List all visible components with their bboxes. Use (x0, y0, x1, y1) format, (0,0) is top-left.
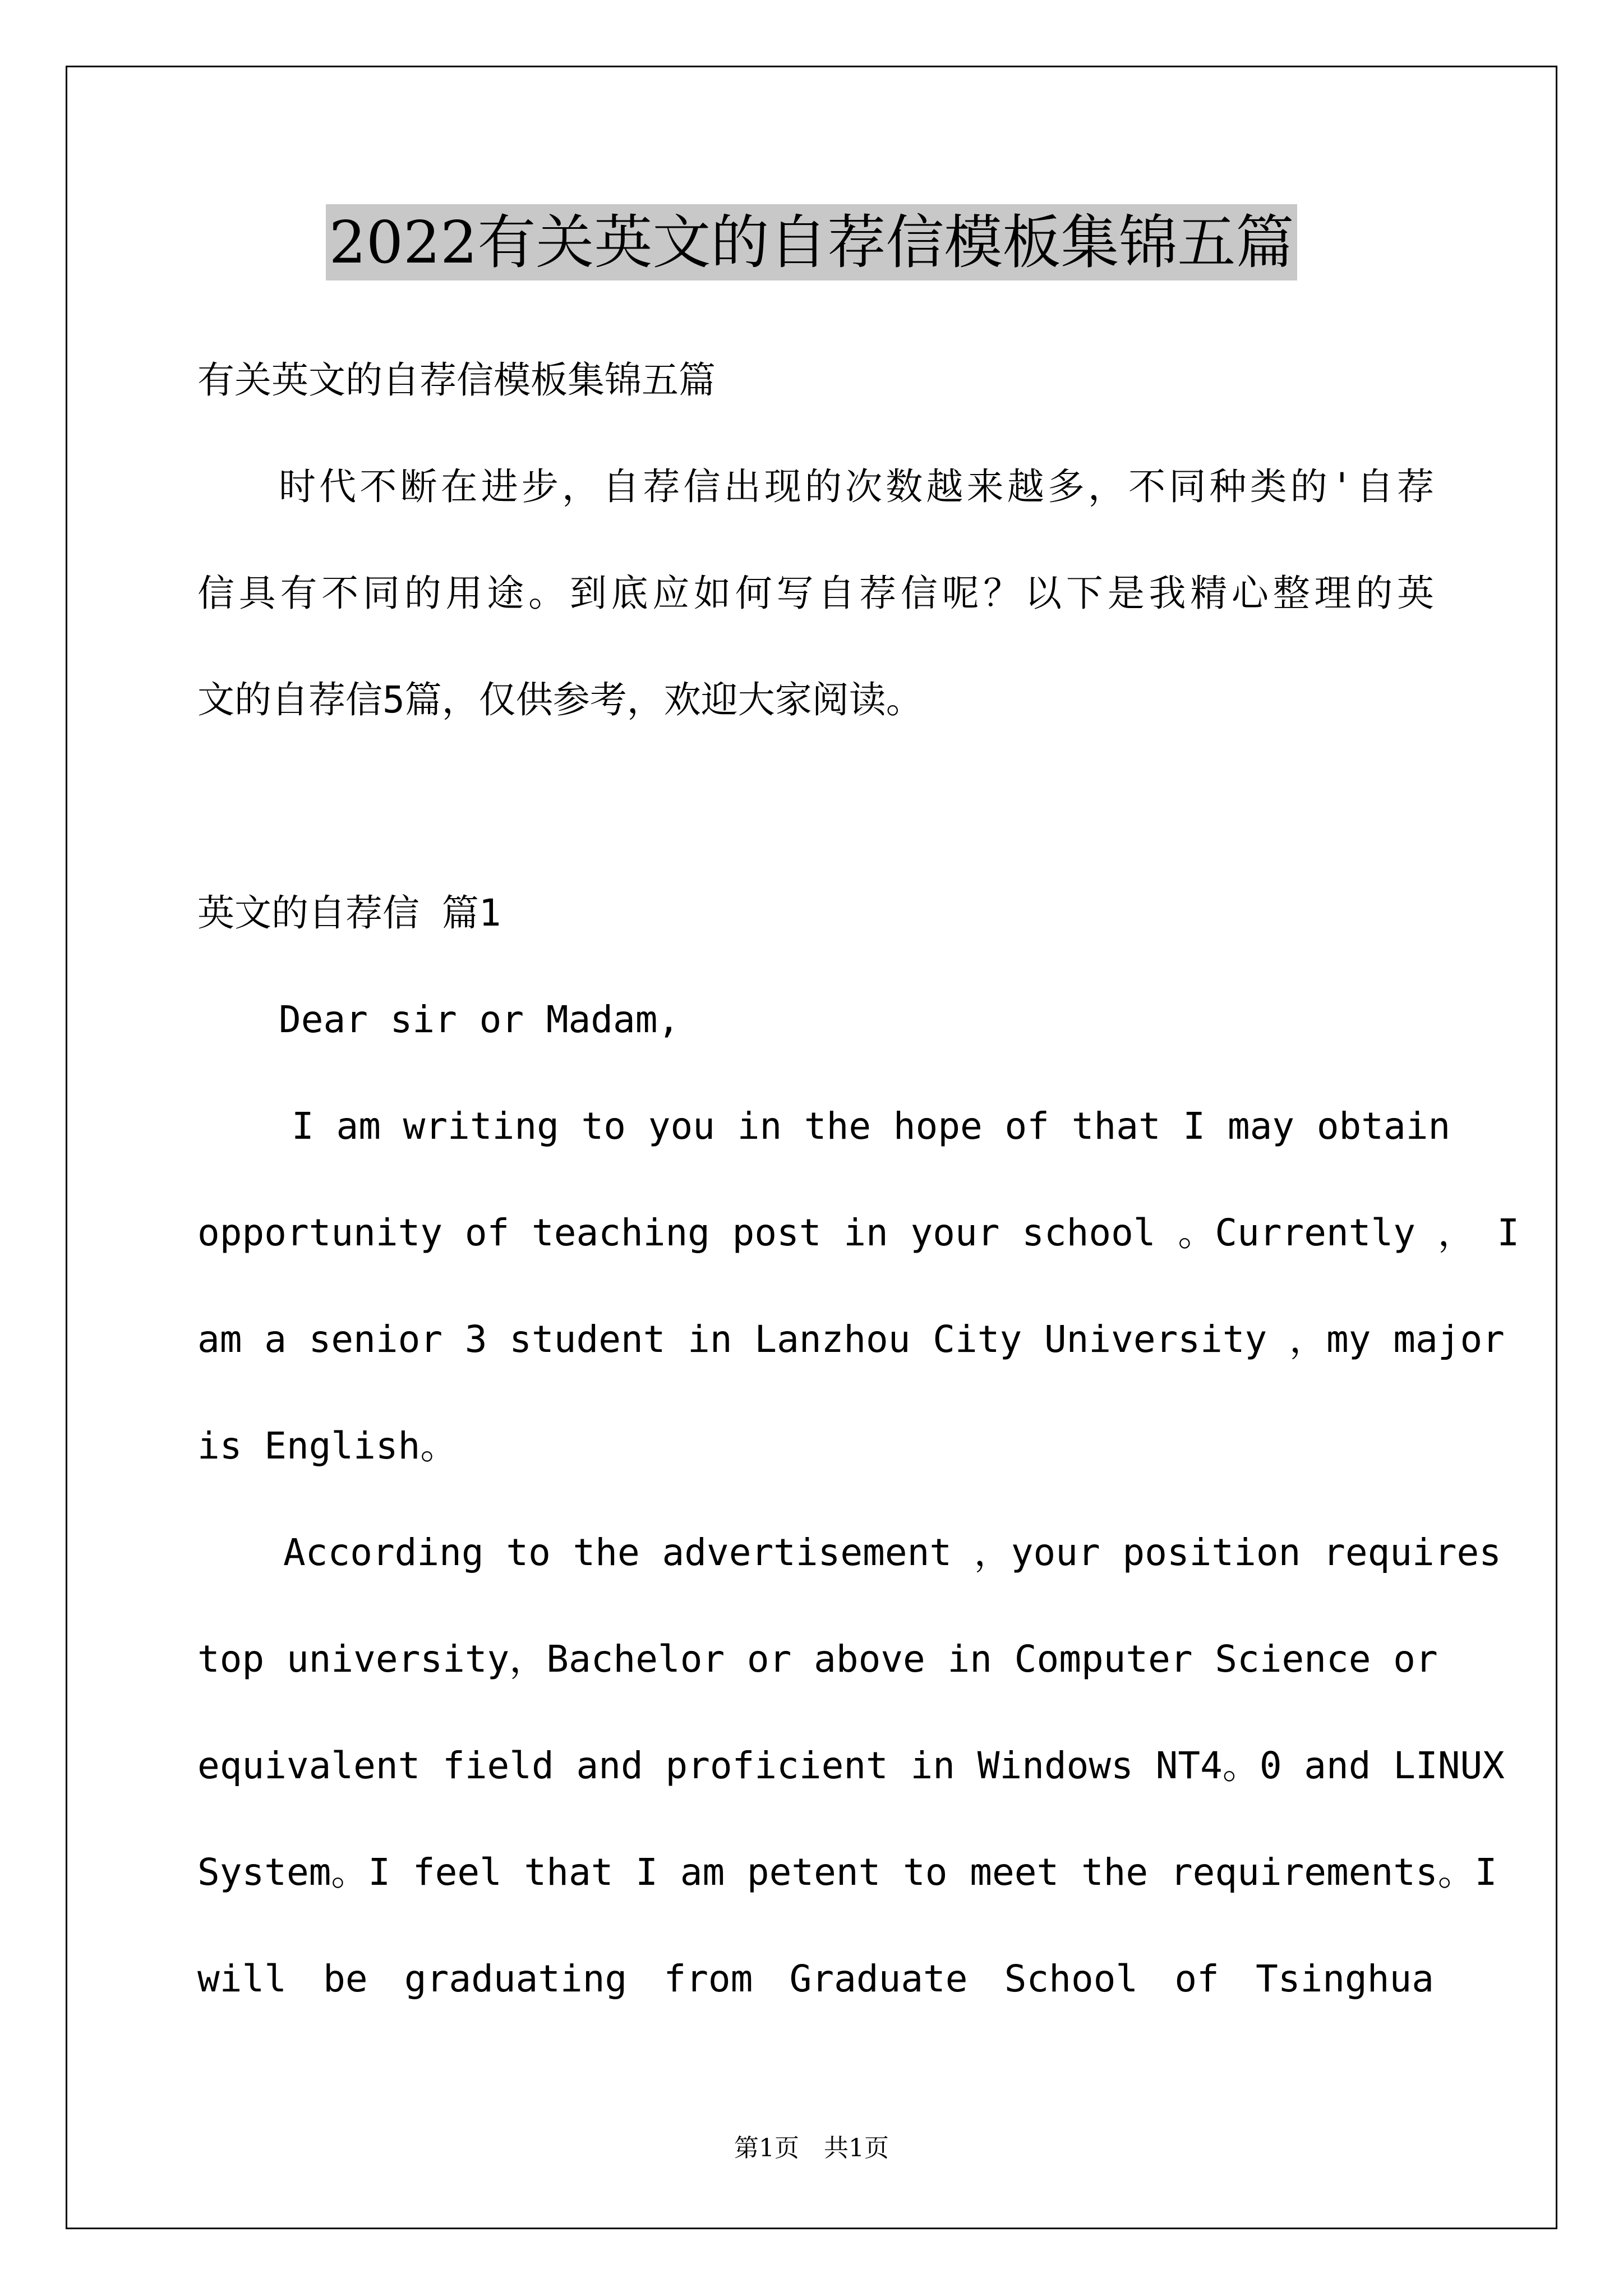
paragraph2-line-3: equivalent field and proficient in Windows NT4。0 and LINUX (197, 1744, 1505, 1787)
subtitle: 有关英文的自荐信模板集锦五篇 (197, 358, 716, 402)
paragraph2-line-4: System。I feel that I am petent to meet the requirements。I (197, 1851, 1497, 1894)
intro-line-2: 信具有不同的用途。到底应如何写自荐信呢？以下是我精心整理的英 (197, 572, 1434, 615)
paragraph1-line-1: I am writing to you in the hope of that I may obtain (292, 1105, 1451, 1148)
section-heading: 英文的自荐信 篇1 (197, 891, 501, 935)
paragraph2-line-2: top university，Bachelor or above in Computer Science or (197, 1637, 1438, 1681)
paragraph1-line-4: is English。 (197, 1424, 458, 1467)
page-number-footer: 第1页 共1页 (734, 2134, 889, 2162)
salutation: Dear sir or Madam, (279, 998, 680, 1041)
paragraph2-line-5: will be graduating from Graduate School of Tsinghua (197, 1957, 1434, 2000)
paragraph1-line-2: opportunity of teaching post in your school 。Currently ， I (197, 1211, 1520, 1254)
intro-line-1: 时代不断在进步，自荐信出现的次数越来越多，不同种类的'自荐 (279, 465, 1434, 508)
intro-line-3: 文的自荐信5篇，仅供参考，欢迎大家阅读。 (197, 678, 923, 721)
title-container (0, 204, 1623, 280)
document-title: 2022有关英文的自荐信模板集锦五篇 (326, 204, 1298, 280)
paragraph1-line-3: am a senior 3 student in Lanzhou City University ，my major (197, 1318, 1505, 1361)
paragraph2-line-1: According to the advertisement ，your position requires (283, 1531, 1501, 1574)
